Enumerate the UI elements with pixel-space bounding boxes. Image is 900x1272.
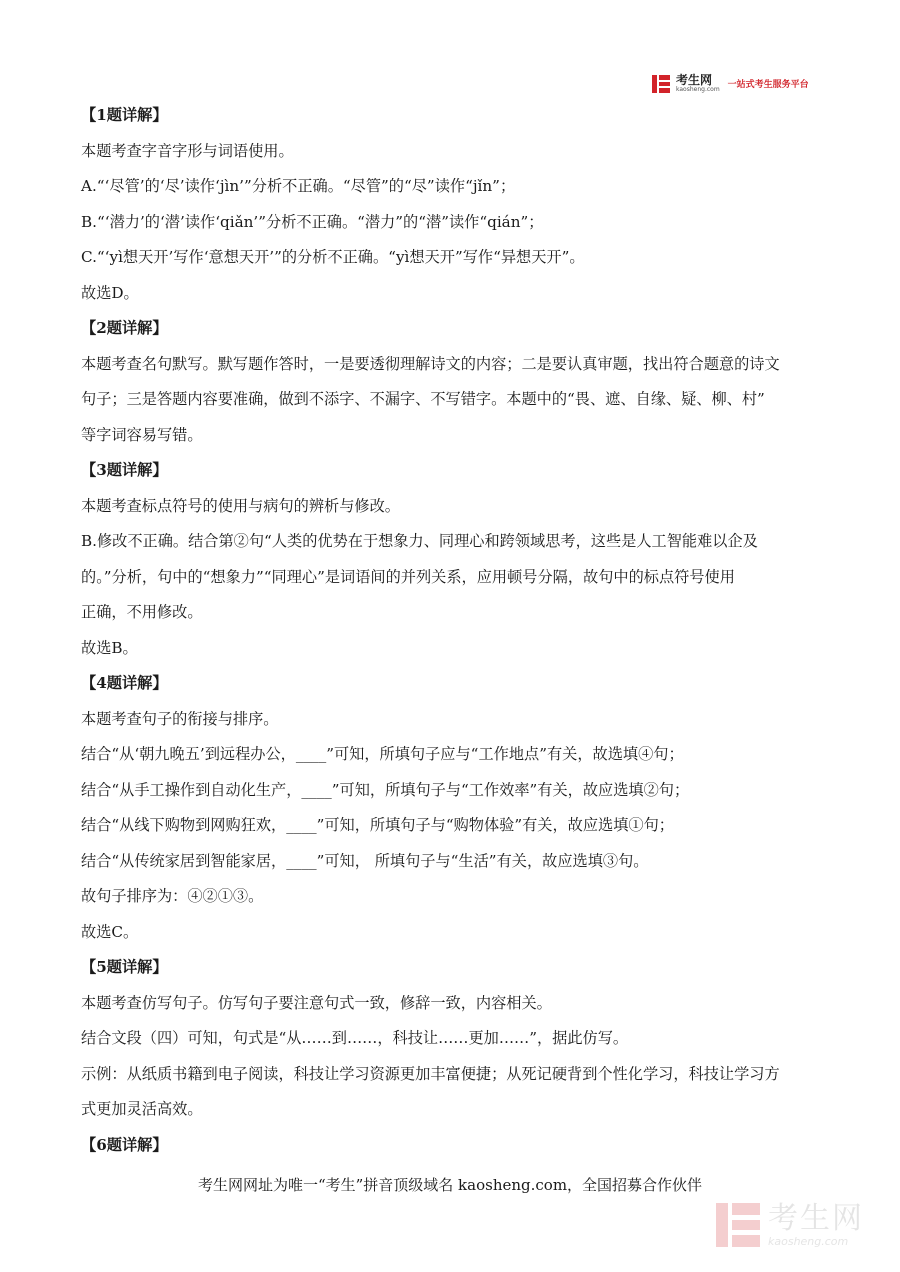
text-line: 本题考查句子的衔接与排序。 <box>81 709 279 728</box>
text-line: 结合“从线下购物到网购狂欢，____”可知，所填句子与“购物体验”有关，故应选填①句； <box>81 816 674 834</box>
text-line: 示例：从纸质书籍到电子阅读，科技让学习资源更加丰富便捷；从死记硬背到个性化学习，科技让学习方 <box>81 1064 780 1083</box>
header-slogan: 一站式考生服务平台 <box>727 80 809 90</box>
text-line: 结合“从传统家居到智能家居，____”可知， 所填句子与“生活”有关，故应选填③句。 <box>81 851 649 870</box>
text-line: 故句子排序为：④②①③。 <box>81 887 264 905</box>
text-line: 句子；三是答题内容要准确，做到不添字、不漏字、不写错字。本题中的“畏、遮、自缘、疑、柳、村” <box>81 390 765 408</box>
kaosheng-watermark-icon <box>716 1203 760 1247</box>
watermark-domain: kaosheng.com <box>768 1234 849 1248</box>
text-line: 的。”分析，句中的“想象力”“同理心”是词语间的并列关系，应用顿号分隔，故句中的标点符号使用 <box>81 567 735 586</box>
text-line: 本题考查字音字形与词语使用。 <box>81 141 294 160</box>
text-line: 等字词容易写错。 <box>81 425 203 444</box>
text-line: 正确，不用修改。 <box>81 603 203 621</box>
page-footer: 考生网网址为唯一“考生”拼音顶级域名 kaosheng.com，全国招募合作伙伴 <box>197 1176 703 1194</box>
watermark <box>716 1200 864 1248</box>
text-line: B.修改不正确。结合第②句“人类的优势在于想象力、同理心和跨领域思考，这些是人工智能难以企及 <box>81 532 758 550</box>
document-body <box>81 98 821 1163</box>
section-heading: 【2题详解】 <box>81 319 168 337</box>
kaosheng-logo-icon <box>652 75 670 93</box>
section-heading: 【1题详解】 <box>81 106 168 124</box>
section-heading: 【5题详解】 <box>81 958 168 976</box>
text-line: 结合“从‘朝九晚五’到远程办公，____”可知，所填句子应与“工作地点”有关，故选填④句； <box>81 745 684 763</box>
section-heading: 【3题详解】 <box>81 461 168 479</box>
text-line: 故选B。 <box>81 638 138 657</box>
text-line: 故选C。 <box>81 922 139 941</box>
text-line: B.“‘潜力’的‘潜’读作‘qiǎn’”分析不正确。“潜力”的“潜”读作“qián”； <box>81 212 544 231</box>
section-heading: 【4题详解】 <box>81 674 168 692</box>
text-line: 式更加灵活高效。 <box>81 1100 203 1118</box>
section-heading: 【6题详解】 <box>81 1135 168 1154</box>
text-line: 本题考查标点符号的使用与病句的辨析与修改。 <box>81 496 400 515</box>
text-line: 本题考查名句默写。默写题作答时，一是要透彻理解诗文的内容；二是要认真审题，找出符合题意的诗文 <box>81 354 780 373</box>
text-line: 结合文段（四）可知，句式是“从……到……，科技让……更加……”，据此仿写。 <box>81 1029 629 1047</box>
text-line: 故选D。 <box>81 283 139 302</box>
text-line: A.“‘尽管’的‘尽’读作‘jìn’”分析不正确。“尽管”的“尽”读作“jǐn”； <box>81 177 516 195</box>
watermark-name: 考生网 <box>768 1200 864 1236</box>
logo-name: 考生网 <box>676 73 713 87</box>
header-logo <box>652 74 809 93</box>
text-line: 本题考查仿写句子。仿写句子要注意句式一致，修辞一致，内容相关。 <box>81 993 552 1012</box>
logo-domain: kaosheng.com <box>676 86 720 93</box>
text-line: 结合“从手工操作到自动化生产，____”可知，所填句子与“工作效率”有关，故应选填②句； <box>81 780 690 799</box>
text-line: C.“‘yì想天开’写作‘意想天开’”的分析不正确。“yì想天开”写作“异想天开”。 <box>81 248 585 266</box>
